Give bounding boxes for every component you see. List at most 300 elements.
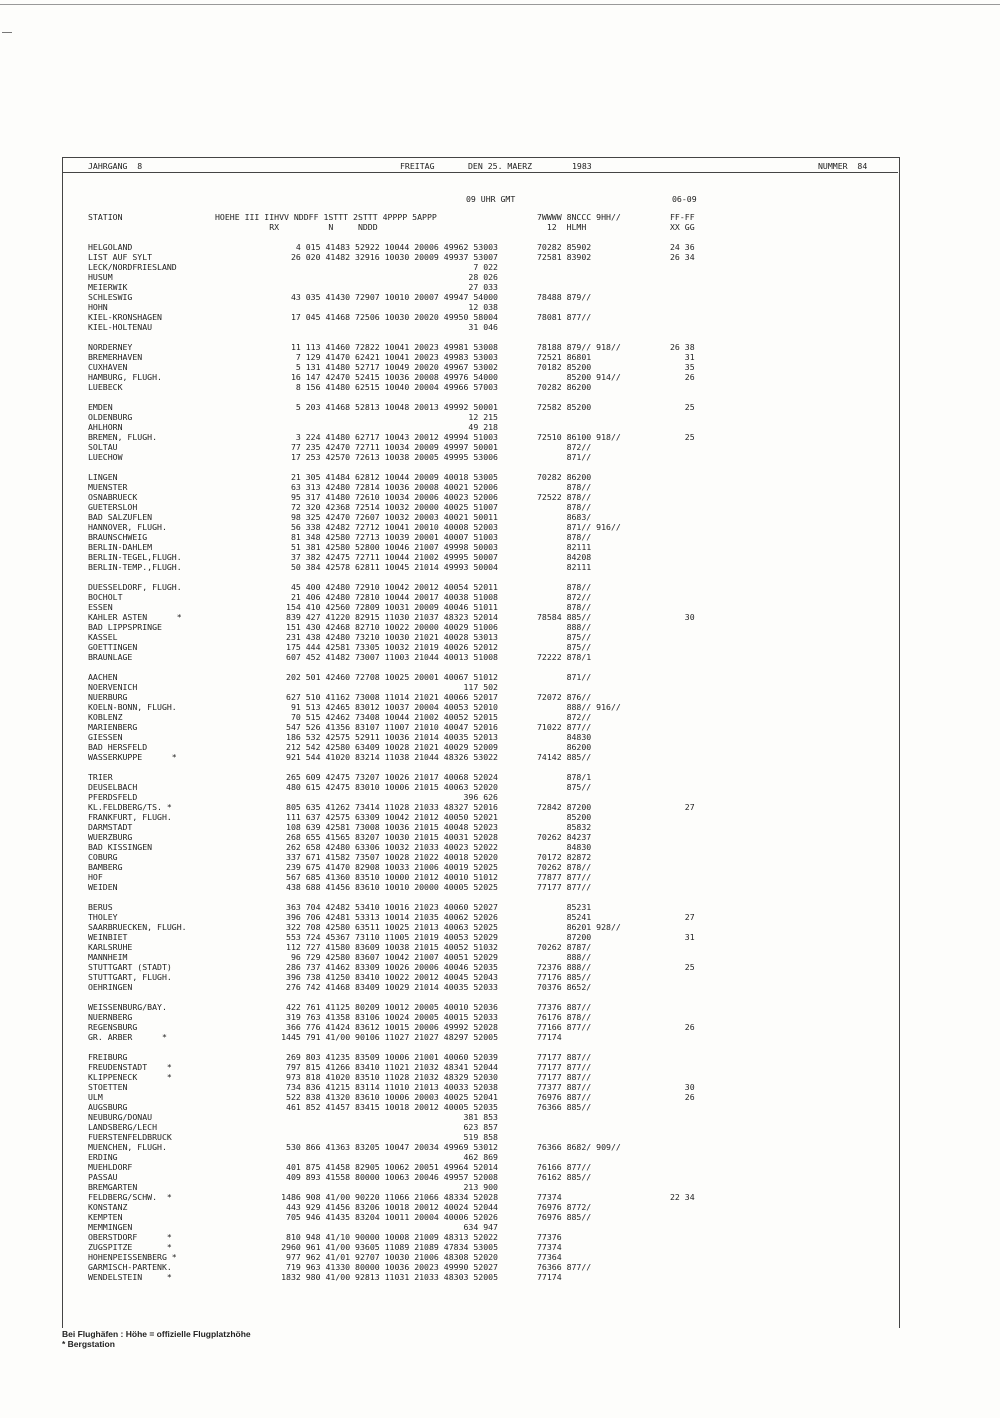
station-gust [670,1202,695,1212]
station-name: EMDEN [88,402,113,412]
station-groups: 72222 878/1 [537,652,592,662]
station-name: KOELN-BONN, FLUGH. [88,702,177,712]
station-groups: 76976 885// [537,1212,592,1222]
station-observation: 623 857 [463,1122,498,1132]
station-gust [670,1262,695,1272]
station-gust [670,282,695,292]
station-observation: 1832 980 41/00 92813 11031 21033 48303 52005 [281,1272,498,1282]
station-gust [670,1222,695,1232]
station-name: KARLSRUHE [88,942,133,952]
station-name: FUERSTENFELDBRUCK [88,1132,172,1142]
station-observation: 95 317 41480 72610 10034 20006 40023 52006 [286,492,498,502]
station-gust [670,502,695,512]
station-gust: 24 36 [670,242,695,252]
station-gust [670,302,695,312]
station-groups: 888// 916// [537,702,621,712]
station-groups: 70262 84237 [537,832,592,842]
station-observation: 16 147 42470 52415 10036 20008 49976 54000 [286,372,498,382]
group-spacer [202,762,498,772]
station-groups: 87200 [537,932,592,942]
station-groups: 84830 [537,732,592,742]
station-groups [537,422,621,432]
station-gust [670,692,695,702]
station-gust [670,812,695,822]
group-spacer [537,332,621,342]
station-name: BAMBERG [88,862,123,872]
station-observation: 438 688 41456 83610 10010 20000 40005 52025 [286,882,498,892]
station-name: OEHRINGEN [88,982,133,992]
year-label: 1983 [572,161,592,171]
station-name: AHLHORN [88,422,123,432]
station-gust: 26 [670,1092,695,1102]
group-spacer [670,392,695,402]
station-gust [670,552,695,562]
station-name: LUECHOW [88,452,123,462]
station-name: BRAUNSCHWEIG [88,532,148,542]
group-column-header-1: 7WWWW 8NCCC 9HH// [537,212,621,222]
station-observation: 530 866 41363 83205 10047 20034 49969 53012 [286,1142,498,1152]
station-name: STOETTEN [88,1082,128,1092]
group-spacer [670,662,695,672]
station-groups: 85200 914// [537,372,621,382]
station-groups: 872// [537,712,592,722]
station-observation: 396 738 41250 83410 10022 20012 40045 52043 [286,972,498,982]
group-spacer [670,992,695,1002]
group-spacer [88,762,187,772]
station-gust [670,792,695,802]
station-observation: 839 427 41220 82915 11030 21037 48323 52014 [286,612,498,622]
station-name: BAD LIPPSPRINGE [88,622,162,632]
footnote-airports: Bei Flughäfen : Höhe = offizielle Flugplatzhöhe [62,1329,251,1339]
station-name: MANNHEIM [88,952,128,962]
station-name: MUENSTER [88,482,128,492]
station-observation: 11 113 41460 72822 10041 20023 49981 53008 [286,342,498,352]
station-groups: 878// [537,582,592,592]
group-spacer [202,892,498,902]
station-name: LIST AUF SYLT [88,252,153,262]
station-groups: 72582 85200 [537,402,592,412]
station-groups: 86201 928// [537,922,621,932]
station-groups: 77177 877// [537,882,592,892]
station-name: WEIDEN [88,882,118,892]
station-groups: 70262 8787/ [537,942,592,952]
station-observation: 797 815 41266 83410 11021 21032 48341 52044 [286,1062,498,1072]
station-name: DEUSELBACH [88,782,138,792]
group-spacer [670,762,695,772]
station-observation: 705 946 41435 83204 10011 20004 40006 52026 [286,1212,498,1222]
station-name: AACHEN [88,672,118,682]
station-observation: 12 038 [463,302,498,312]
station-name: KAHLER ASTEN * [88,612,182,622]
station-observation: 462 869 [463,1152,498,1162]
station-groups: 76366 877// [537,1262,592,1272]
station-name: WEISSENBURG/BAY. [88,1002,167,1012]
station-observation: 98 325 42470 72607 10032 20003 40021 50011 [286,512,498,522]
station-gust [670,902,695,912]
station-observation: 480 615 42475 83010 10006 21015 40063 52020 [286,782,498,792]
station-gust [670,822,695,832]
station-gust: 26 34 [670,252,695,262]
station-observation: 921 544 41020 83214 11038 21044 48326 53022 [286,752,498,762]
station-name: BERUS [88,902,113,912]
group-spacer [88,332,187,342]
station-groups: 77374 [537,1192,562,1202]
station-name: FREIBURG [88,1052,128,1062]
group-spacer [202,1042,498,1052]
station-gust: 31 [670,932,695,942]
station-name: BERLIN-DAHLEM [88,542,153,552]
station-groups: 77376 887// [537,1002,592,1012]
station-observation: 401 875 41458 82905 10062 20051 49964 52014 [286,1162,498,1172]
station-observation: 396 626 [463,792,498,802]
station-observation: 28 026 [463,272,498,282]
group-spacer [537,662,621,672]
station-groups: 871// [537,452,592,462]
station-gust [670,1162,695,1172]
station-gust [670,872,695,882]
station-observation: 175 444 42581 73305 10032 21019 40026 52012 [286,642,498,652]
station-observation: 627 510 41162 73008 11014 21021 40066 52017 [286,692,498,702]
station-gust [670,1252,695,1262]
station-gust [670,1132,695,1142]
station-name: PFERDSFELD [88,792,138,802]
station-observation: 443 929 41456 83206 10018 20012 40024 52044 [286,1202,498,1212]
station-name: NUERNBERG [88,1012,133,1022]
side-time: 06-09 [672,194,697,204]
station-gust [670,622,695,632]
station-groups: 76366 885// [537,1102,592,1112]
station-observation: 7 129 41470 62421 10041 20023 49983 53003 [286,352,498,362]
station-name: KIEL-KRONSHAGEN [88,312,162,322]
station-name: THOLEY [88,912,118,922]
station-groups [537,272,621,282]
station-observation: 37 382 42475 72711 10044 21002 49995 50007 [286,552,498,562]
station-groups: 71022 877// [537,722,592,732]
station-observation: 213 900 [463,1182,498,1192]
station-observation: 319 763 41358 83106 10024 20005 40015 52033 [286,1012,498,1022]
station-groups: 76166 877// [537,1162,592,1172]
station-observation: 734 836 41215 83114 11010 21013 40033 52038 [286,1082,498,1092]
station-observation: 56 338 42482 72712 10041 20010 40008 52003 [286,522,498,532]
station-groups: 77174 [537,1272,562,1282]
station-gust [670,1032,695,1042]
station-observation: 262 658 42480 63306 10032 21033 40023 52022 [286,842,498,852]
station-groups: 72521 86801 [537,352,592,362]
station-name: HANNOVER, FLUGH. [88,522,167,532]
station-groups: 77174 [537,1032,562,1042]
group-spacer [202,662,498,672]
station-groups: 85231 [537,902,592,912]
station-observation: 239 675 41470 82908 10033 21006 40019 52025 [286,862,498,872]
station-gust [670,422,695,432]
group-spacer [88,662,187,672]
station-gust [670,272,695,282]
station-observation: 381 853 [463,1112,498,1122]
volume-label: JAHRGANG 8 [88,161,143,171]
issue-number: NUMMER 84 [818,161,868,171]
station-name: STUTTGART, FLUGH. [88,972,172,982]
station-observation: 26 020 41482 32916 10030 20009 49937 53007 [286,252,498,262]
station-observation: 634 947 [463,1222,498,1232]
station-name: BAD SALZUFLEN [88,512,153,522]
station-gust [670,852,695,862]
station-groups: 8683/ [537,512,592,522]
station-groups: 76176 878// [537,1012,592,1022]
station-gust: 30 [670,1082,695,1092]
station-groups: 72510 86100 918// [537,432,621,442]
station-groups [537,412,621,422]
station-name: BOCHOLT [88,592,123,602]
station-groups: 77166 877// [537,1022,592,1032]
station-observation: 45 400 42480 72910 10042 20012 40054 52011 [286,582,498,592]
station-name: WEINBIET [88,932,128,942]
station-groups: 77177 887// [537,1052,592,1062]
station-groups: 70172 82872 [537,852,592,862]
station-name: OSNABRUECK [88,492,138,502]
station-gust: 27 [670,802,695,812]
station-gust [670,652,695,662]
station-gust [670,1142,695,1152]
station-groups: 878// [537,482,592,492]
station-observation: 202 501 42460 72708 10025 20001 40067 51012 [286,672,498,682]
station-groups: 872// [537,442,592,452]
station-gust [670,592,695,602]
station-column [88,242,187,1282]
station-name: AUGSBURG [88,1102,128,1112]
station-name: DUESSELDORF, FLUGH. [88,582,182,592]
station-gust [670,1062,695,1072]
station-name: SOLTAU [88,442,118,452]
station-name: ZUGSPITZE * [88,1242,172,1252]
station-groups: 77177 877// [537,1062,592,1072]
station-name: PASSAU [88,1172,118,1182]
group-column [537,242,621,1282]
station-observation: 461 852 41457 83415 10018 20012 40005 52035 [286,1102,498,1112]
station-gust: 25 [670,432,695,442]
station-name: BAD KISSINGEN [88,842,153,852]
page-top-edge [0,4,1000,5]
group-spacer [88,462,187,472]
station-groups [537,1122,621,1132]
station-gust [670,1002,695,1012]
station-gust [670,472,695,482]
station-name: ERDING [88,1152,118,1162]
station-gust [670,632,695,642]
station-observation: 77 235 42470 72711 10034 20009 49997 50001 [286,442,498,452]
station-groups: 78188 879// 918// [537,342,621,352]
station-name: CUXHAVEN [88,362,128,372]
station-name: OLDENBURG [88,412,133,422]
station-groups: 70262 878// [537,862,592,872]
station-gust [670,312,695,322]
station-observation: 269 803 41235 83509 10006 21001 40060 52039 [286,1052,498,1062]
station-gust [670,452,695,462]
station-gust [670,562,695,572]
station-groups: 77377 887// [537,1082,592,1092]
station-observation: 322 708 42580 63511 10025 21013 40063 52025 [286,922,498,932]
station-groups: 70282 85902 [537,242,592,252]
station-name: WENDELSTEIN * [88,1272,172,1282]
station-gust [670,1012,695,1022]
scan-mark [2,32,12,33]
station-name: BRAUNLAGE [88,652,133,662]
station-gust [670,922,695,932]
station-groups [537,1222,621,1232]
station-gust: 27 [670,912,695,922]
station-groups [537,322,621,332]
station-name: HOHENPEISSENBERG * [88,1252,177,1262]
station-gust [670,1152,695,1162]
station-groups: 82111 [537,562,592,572]
data-column-header-2: RX N NDDD [215,222,378,232]
station-observation: 567 685 41360 83510 10000 21012 40010 51012 [286,872,498,882]
station-observation: 2960 961 41/00 93605 11089 21089 47834 53005 [281,1242,498,1252]
station-gust [670,522,695,532]
station-gust [670,542,695,552]
station-name: SCHLESWIG [88,292,133,302]
station-observation: 973 818 41020 83510 11028 21032 48329 52030 [286,1072,498,1082]
station-name: GOETTINGEN [88,642,138,652]
group-spacer [670,462,695,472]
station-observation: 5 131 41480 52717 10049 20020 49967 53002 [286,362,498,372]
station-groups: 72376 888// [537,962,592,972]
station-name: HUSUM [88,272,113,282]
station-groups: 85832 [537,822,592,832]
group-spacer [202,572,498,582]
station-observation: 422 761 41125 80209 10012 20005 40010 52036 [286,1002,498,1012]
station-gust: 25 [670,962,695,972]
group-spacer [202,332,498,342]
station-groups [537,302,621,312]
station-gust: 30 [670,612,695,622]
station-observation: 231 438 42480 73210 10030 21021 40028 53013 [286,632,498,642]
station-name: KLIPPENECK * [88,1072,172,1082]
station-gust [670,722,695,732]
station-gust [670,1102,695,1112]
station-observation: 7 022 [463,262,498,272]
station-gust [670,1182,695,1192]
station-observation: 12 215 [463,412,498,422]
station-column-header: STATION [88,212,123,222]
station-groups: 70376 8652/ [537,982,592,992]
station-groups: 878// [537,532,592,542]
station-observation: 51 381 42580 52800 10046 21007 49998 50003 [286,542,498,552]
station-groups: 875// [537,642,592,652]
station-observation: 363 704 42482 53410 10016 21023 40060 52027 [286,902,498,912]
station-name: LUEBECK [88,382,123,392]
station-groups: 888// [537,622,592,632]
station-groups: 78081 877// [537,312,592,322]
group-spacer [88,392,187,402]
station-name: KL.FELDBERG/TS. * [88,802,172,812]
station-gust [670,512,695,522]
group-spacer [670,572,695,582]
station-name: REGENSBURG [88,1022,138,1032]
group-spacer [202,992,498,1002]
group-column-header-2: 12 HLMH [537,222,587,232]
station-name: WUERZBURG [88,832,133,842]
station-gust [670,862,695,872]
station-gust [670,1242,695,1252]
station-groups: 77176 885// [537,972,592,982]
station-observation: 21 406 42480 72810 10044 20017 40038 51008 [286,592,498,602]
station-observation: 21 305 41484 62812 10044 20009 40018 53005 [286,472,498,482]
observation-time: 09 UHR GMT [466,194,516,204]
station-observation: 519 858 [463,1132,498,1142]
footnote-mountain: * Bergstation [62,1339,115,1349]
station-groups [537,1182,621,1192]
station-gust [670,1072,695,1082]
station-groups [537,792,621,802]
station-name: KIEL-HOLTENAU [88,322,153,332]
station-gust [670,982,695,992]
station-gust [670,492,695,502]
station-observation: 265 609 42475 73207 10026 21017 40068 52024 [286,772,498,782]
station-groups: 82111 [537,542,592,552]
station-groups: 875// [537,632,592,642]
station-gust [670,322,695,332]
station-observation: 409 893 41558 80000 10063 20046 49957 52008 [286,1172,498,1182]
station-gust [670,382,695,392]
group-spacer [88,992,187,1002]
station-observation: 17 045 41468 72506 10030 20020 49950 58004 [286,312,498,322]
station-groups: 76976 887// [537,1092,592,1102]
station-gust [670,1172,695,1182]
station-observation: 63 313 42480 72814 10036 20008 40021 52006 [286,482,498,492]
station-name: WASSERKUPPE * [88,752,177,762]
station-observation: 112 727 41580 83609 10038 21015 40052 51032 [286,942,498,952]
group-spacer [202,392,498,402]
station-groups [537,1132,621,1142]
station-gust [670,532,695,542]
group-spacer [88,892,187,902]
group-spacer [202,462,498,472]
data-column-header-1: HOEHE III IIHVV NDDFF 1STTT 2STTT 4PPPP 5APPP [215,212,437,222]
station-observation: 547 526 41356 83107 11007 21010 40047 52016 [286,722,498,732]
station-gust [670,1112,695,1122]
station-groups: 872// [537,592,592,602]
gust-column [670,242,695,1282]
station-gust [670,292,695,302]
station-gust [670,712,695,722]
header-rule [62,172,898,173]
station-gust [670,442,695,452]
station-groups [537,1152,621,1162]
station-name: MUENCHEN, FLUGH. [88,1142,167,1152]
station-name: STUTTGART (STADT) [88,962,172,972]
group-spacer [670,892,695,902]
station-groups: 77877 877// [537,872,592,882]
station-name: HOHN [88,302,108,312]
station-gust [670,642,695,652]
group-spacer [88,572,187,582]
station-observation: 977 962 41/01 92707 10030 21006 48308 52020 [286,1252,498,1262]
station-gust [670,732,695,742]
station-groups: 77177 887// [537,1072,592,1082]
station-groups: 76162 885// [537,1172,592,1182]
station-observation: 81 348 42580 72713 10039 20001 40007 51003 [286,532,498,542]
station-observation: 805 635 41262 73414 11028 21033 48327 52016 [286,802,498,812]
station-groups: 77374 [537,1242,562,1252]
station-observation: 522 838 41320 83610 10006 20003 40025 52041 [286,1092,498,1102]
station-groups [537,1112,621,1122]
station-name: LECK/NORDFRIESLAND [88,262,177,272]
station-name: HAMBURG, FLUGH. [88,372,162,382]
station-name: FRANKFURT, FLUGH. [88,812,172,822]
station-gust [670,1052,695,1062]
station-gust: 26 38 [670,342,695,352]
station-observation: 268 655 41565 83207 10030 21015 40031 52028 [286,832,498,842]
